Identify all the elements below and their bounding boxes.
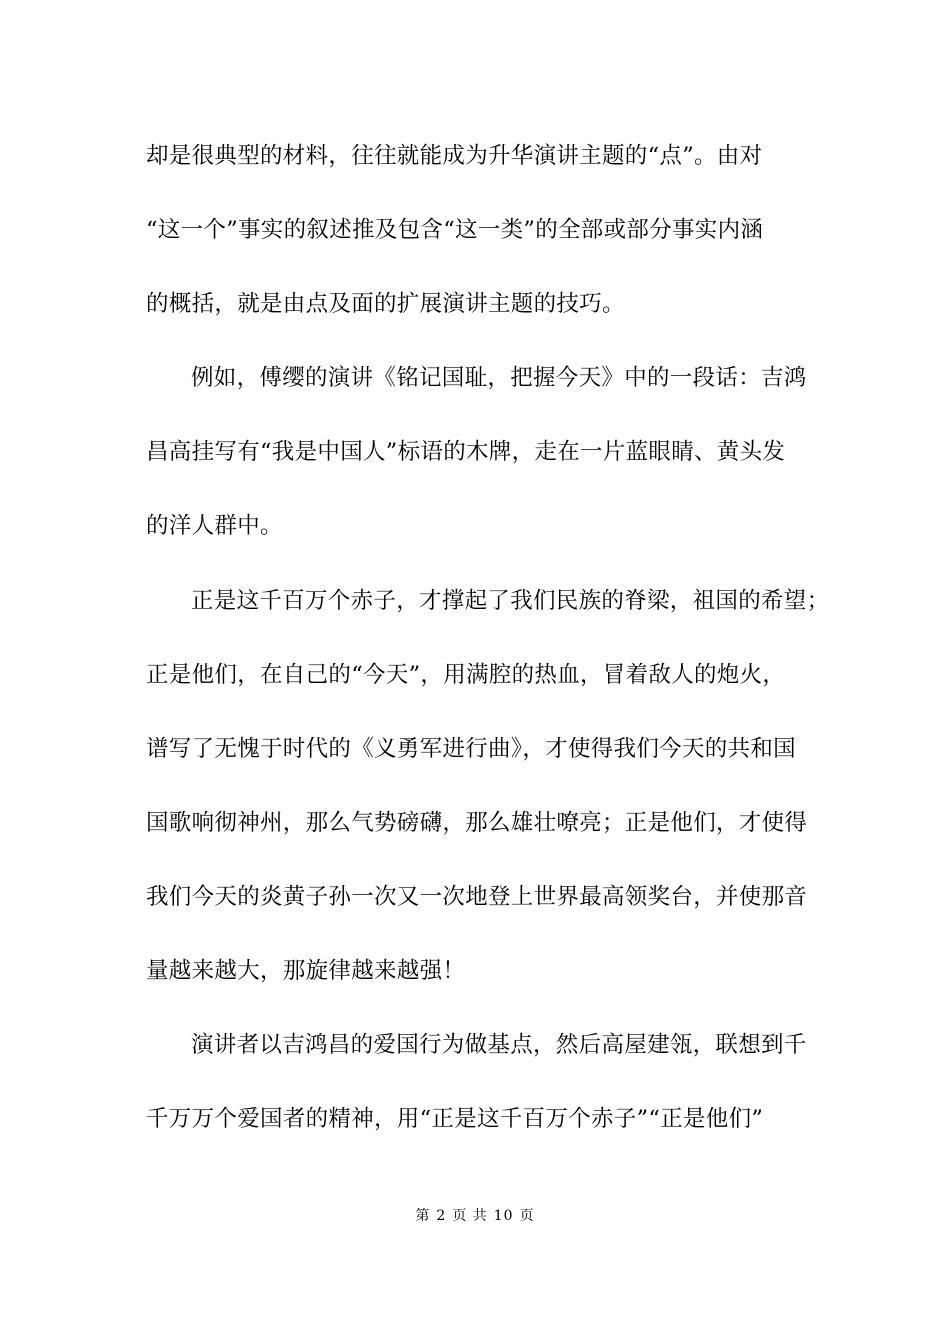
- text-line: 正是他们，在自己的“今天”，用满腔的热血，冒着敌人的炮火，: [146, 662, 786, 688]
- text-line: 却是很典型的材料，往往就能成为升华演讲主题的“点”。由对: [146, 143, 763, 169]
- text-line: 昌高挂写有“我是中国人”标语的木牌，走在一片蓝眼睛、黄头发: [146, 439, 786, 465]
- footer-suffix: 页: [519, 1208, 535, 1224]
- text-line: 我们今天的炎黄子孙一次又一次地登上世界最高领奖台，并使那音: [146, 884, 808, 910]
- footer-prefix: 第: [415, 1208, 431, 1224]
- text-line: 谱写了无愧于时代的《义勇军进行曲》，才使得我们今天的共和国: [146, 736, 796, 762]
- text-line: “这一个”事实的叙述推及包含“这一类”的全部或部分事实内涵: [146, 217, 764, 243]
- page-number: 2: [436, 1208, 447, 1224]
- page-footer: [0, 1206, 950, 1226]
- footer-mid: 页 共: [452, 1208, 488, 1224]
- text-line: 演讲者以吉鸿昌的爱国行为做基点，然后高屋建瓴，联想到千: [191, 1032, 807, 1058]
- text-line: 国歌响彻神州，那么气势磅礴，那么雄壮嘹亮；正是他们，才使得: [146, 810, 808, 836]
- text-line: 的洋人群中。: [146, 513, 283, 539]
- text-line: 正是这千百万个赤子，才撑起了我们民族的脊梁，祖国的希望；: [191, 588, 830, 614]
- text-line: 例如，傅缨的演讲《铭记国耻，把握今天》中的一段话：吉鸿: [191, 365, 807, 391]
- page-total: 10: [493, 1208, 514, 1224]
- text-line: 量越来越大，那旋律越来越强！: [146, 958, 466, 984]
- text-line: 的概括，就是由点及面的扩展演讲主题的技巧。: [146, 291, 625, 317]
- text-line: 千万万个爱国者的精神，用“正是这千百万个赤子”“正是他们”: [146, 1106, 764, 1132]
